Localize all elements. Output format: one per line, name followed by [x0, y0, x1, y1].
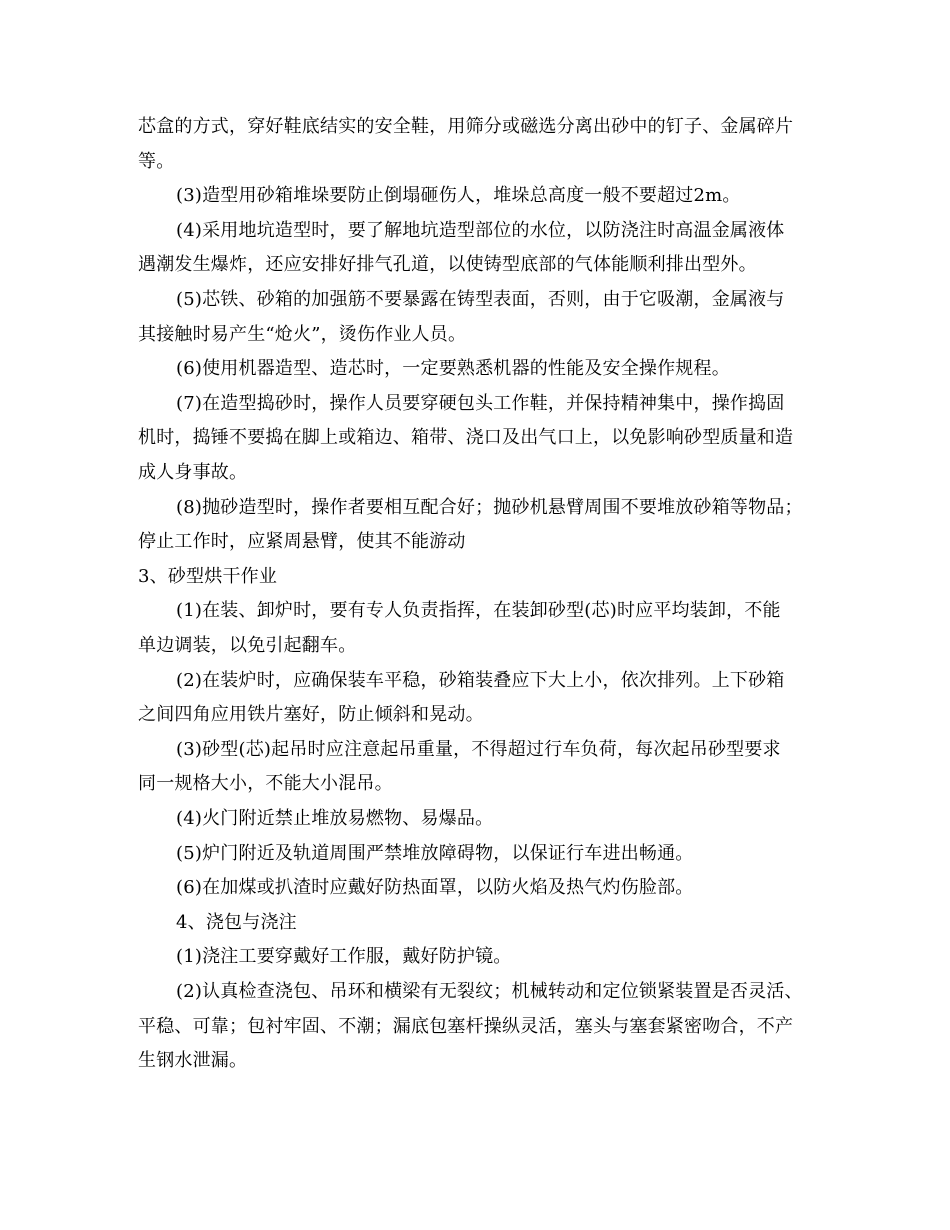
- text-line: 遇潮发生爆炸，还应安排好排气孔道，以使铸型底部的气体能顺利排出型外。: [138, 254, 757, 276]
- text-line: (3)砂型(芯)起吊时应注意起吊重量，不得超过行车负荷，每次起吊砂型要求: [176, 738, 781, 760]
- text-line: (5)芯铁、砂箱的加强筋不要暴露在铸型表面，否则，由于它吸潮，金属液与: [176, 289, 785, 310]
- text-line: (7)在造型捣砂时，操作人员要穿硬包头工作鞋，并保持精神集中，操作捣固: [176, 392, 785, 414]
- text-line: 生钢水泄漏。: [138, 1050, 248, 1072]
- text-line: (5)炉门附近及轨道周围严禁堆放障碍物，以保证行车进出畅通。: [176, 842, 694, 864]
- text-line: 单边调装，以免引起翻车。: [138, 635, 357, 656]
- text-line: (4)火门附近禁止堆放易燃物、易爆品。: [176, 808, 494, 829]
- text-line: (4)采用地坑造型时，要了解地坑造型部位的水位，以防浇注时高温金属液体: [176, 219, 785, 241]
- text-line: 等。: [138, 150, 175, 172]
- text-line: 其接触时易产生“炝火”，烫伤作业人员。: [138, 323, 467, 345]
- text-line: (1)在装、卸炉时，要有专人负责指挥，在装卸砂型(芯)时应平均装卸，不能: [176, 600, 781, 622]
- text-line: (2)认真检查浇包、吊环和横梁有无裂纹；机械转动和定位锁紧装置是否灵活、: [176, 981, 803, 1002]
- text-line: 停止工作时，应紧周悬臂，使其不能游动: [138, 531, 466, 553]
- text-line: 平稳、可靠；包衬牢固、不潮；漏底包塞杆操纵灵活，塞头与塞套紧密吻合，不产: [138, 1015, 794, 1037]
- text-line: (6)使用机器造型、造芯时，一定要熟悉机器的性能及安全操作规程。: [176, 358, 730, 380]
- text-line: (8)抛砂造型时，操作者要相互配合好；抛砂机悬臂周围不要堆放砂箱等物品；: [176, 496, 803, 518]
- text-line: (6)在加煤或扒渣时应戴好防热面罩，以防火焰及热气灼伤脸部。: [176, 877, 694, 899]
- text-line: 3、砂型烘干作业: [138, 565, 278, 587]
- text-line: (2)在装炉时，应确保装车平稳，砂箱装叠应下大上小，依次排列。上下砂箱: [176, 669, 785, 691]
- text-line: 同一规格大小，不能大小混吊。: [138, 773, 393, 795]
- text-line: 机时，捣锤不要捣在脚上或箱边、箱带、浇口及出气口上，以免影响砂型质量和造: [138, 427, 794, 449]
- text-line: 之间四角应用铁片塞好，防止倾斜和晃动。: [138, 704, 484, 726]
- text-line: (3)造型用砂箱堆垛要防止倒塌砸伤人，堆垛总高度一般不要超过2m。: [176, 185, 741, 207]
- text-line: 成人身事故。: [138, 462, 248, 483]
- text-line: 4、浇包与浇注: [176, 911, 297, 933]
- text-line: (1)浇注工要穿戴好工作服，戴好防护镜。: [176, 946, 512, 968]
- text-line: 芯盒的方式，穿好鞋底结实的安全鞋，用筛分或磁选分离出砂中的钉子、金属碎片: [138, 116, 794, 137]
